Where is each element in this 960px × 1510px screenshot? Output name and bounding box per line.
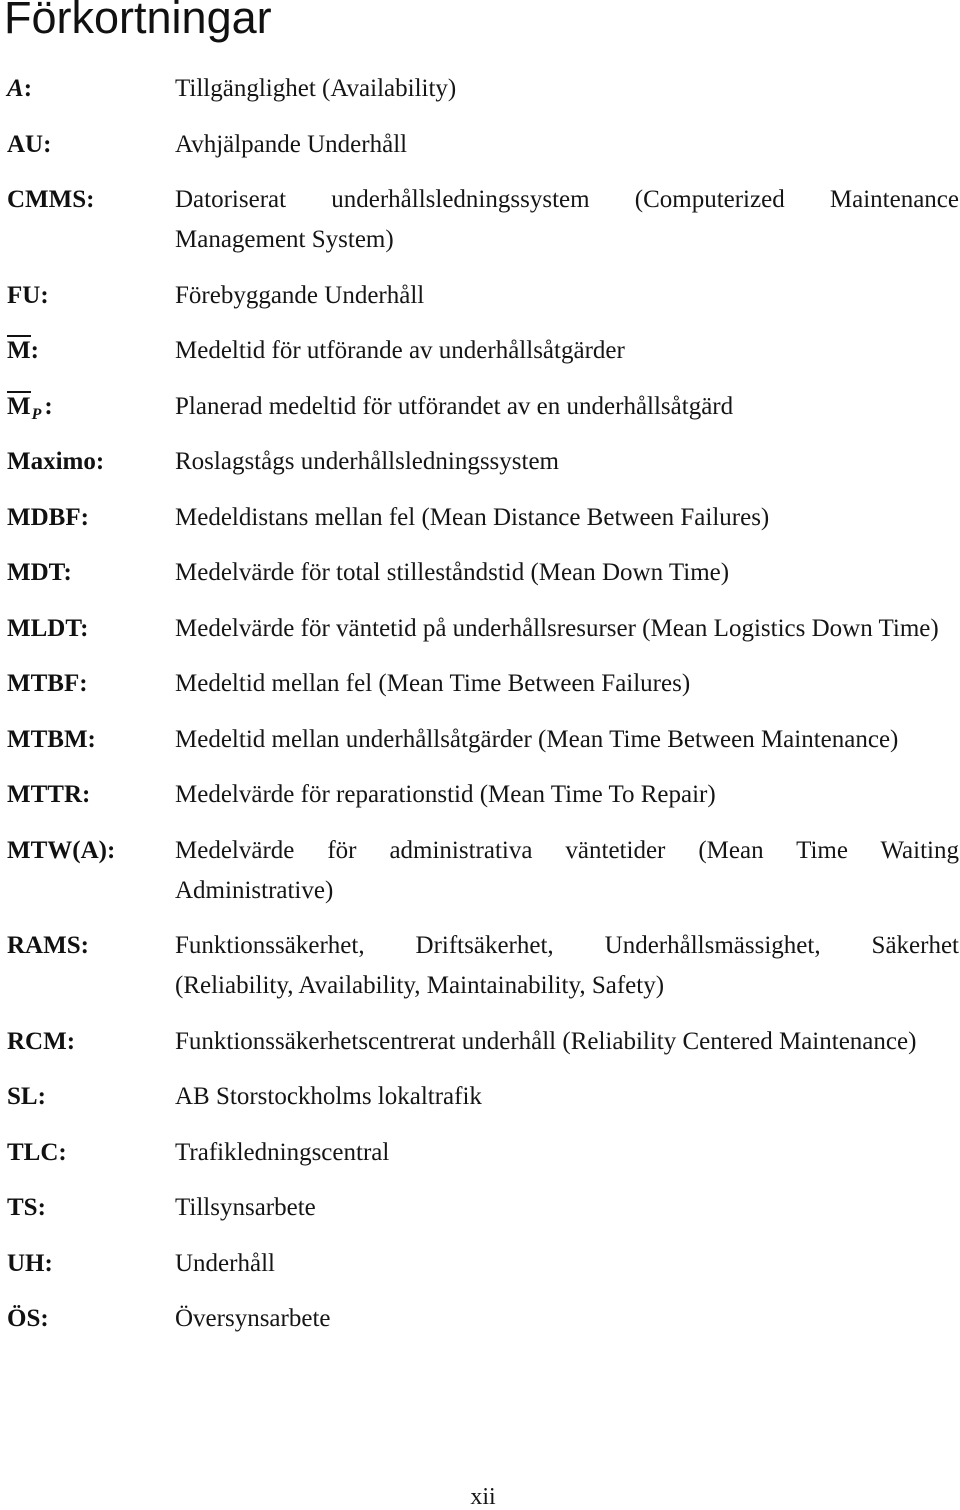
abbreviation-entry-rams xyxy=(0,926,960,1006)
abbreviation-term xyxy=(0,831,175,911)
term-colon: : xyxy=(23,75,33,102)
abbreviation-term xyxy=(0,1022,175,1062)
term-colon: : xyxy=(86,186,95,213)
term-text: TLC xyxy=(7,1138,59,1166)
abbreviation-entry-sl xyxy=(0,1077,960,1117)
definition-line: Tillsynsarbete xyxy=(175,1194,316,1221)
abbreviation-term xyxy=(0,498,175,538)
definition-line: Management System) xyxy=(175,226,394,253)
term-colon: : xyxy=(63,559,72,586)
definition-line: Datoriserat underhållsledningssystem (Computerized Maintenance xyxy=(175,186,959,213)
term-colon: : xyxy=(44,1249,53,1277)
abbreviation-term xyxy=(0,387,175,427)
term-text: Maximo xyxy=(7,448,96,475)
definition-line: Översynsarbete xyxy=(175,1305,331,1332)
term-colon: : xyxy=(87,725,96,753)
definition-line: Medelvärde för reparationstid (Mean Time To Repair) xyxy=(175,781,716,808)
abbreviation-entry-cmms xyxy=(0,180,960,260)
term-colon: : xyxy=(79,670,88,697)
abbreviation-term xyxy=(0,664,175,704)
definition-line: Avhjälpande Underhåll xyxy=(175,130,408,158)
abbreviation-entry-ts xyxy=(0,1188,960,1228)
definition-line: Medeltid för utförande av underhållsåtgärder xyxy=(175,337,625,364)
abbreviation-entry-maximo xyxy=(0,442,960,482)
abbreviation-entry-mdt xyxy=(0,553,960,593)
abbreviation-term xyxy=(0,442,175,482)
term-text: TS xyxy=(7,1194,38,1221)
definition-line: Administrative) xyxy=(175,876,334,904)
abbreviation-term xyxy=(0,276,175,316)
abbreviation-definition xyxy=(175,609,959,649)
abbreviation-definition xyxy=(175,387,959,427)
definition-line: Medeldistans mellan fel (Mean Distance Between Failures) xyxy=(175,503,770,531)
abbreviation-definition xyxy=(175,720,959,760)
term-colon: : xyxy=(106,836,116,864)
term-colon: : xyxy=(40,281,49,309)
abbreviation-term xyxy=(0,926,175,1006)
definition-line: Medeltid mellan underhållsåtgärder (Mean Time Between Maintenance) xyxy=(175,725,899,753)
abbreviation-term xyxy=(0,1133,175,1173)
term-text: UH xyxy=(7,1249,45,1277)
term-text: RAMS xyxy=(7,932,81,959)
abbreviation-term xyxy=(0,1299,175,1339)
abbreviation-term xyxy=(0,69,175,109)
abbreviation-definition xyxy=(175,69,959,109)
term-text: M xyxy=(7,392,31,420)
abbreviation-entry-tlc xyxy=(0,1133,960,1173)
definition-line: Underhåll xyxy=(175,1249,275,1277)
abbreviation-entry-m-bar-p xyxy=(0,387,960,427)
term-colon: : xyxy=(30,337,39,364)
abbreviation-term xyxy=(0,331,175,371)
term-text: MTW(A) xyxy=(7,836,107,864)
term-colon: : xyxy=(80,932,89,959)
abbreviation-term xyxy=(0,775,175,815)
term-colon: : xyxy=(37,1083,46,1110)
abbreviation-term xyxy=(0,1244,175,1284)
definition-line: Medelvärde för väntetid på underhållsresurser (Mean Logistics Down Time) xyxy=(175,614,939,642)
term-colon: : xyxy=(43,130,52,158)
abbreviation-definition xyxy=(175,1188,959,1228)
definition-line: Roslagstågs underhållsledningssystem xyxy=(175,448,559,475)
abbreviation-definition xyxy=(175,125,959,165)
abbreviation-definition xyxy=(175,553,959,593)
term-colon: : xyxy=(37,1194,46,1221)
term-colon: : xyxy=(82,781,91,808)
definition-line: Medelvärde för administrativa väntetider (Mean Time Waiting xyxy=(175,836,959,864)
definition-line: (Reliability, Availability, Maintainability, Safety) xyxy=(175,972,665,999)
abbreviation-definition xyxy=(175,1133,959,1173)
abbreviation-list xyxy=(0,69,960,1355)
abbreviation-entry-fu xyxy=(0,276,960,316)
abbreviation-definition xyxy=(175,1244,959,1284)
abbreviation-definition xyxy=(175,664,959,704)
term-text: MDT xyxy=(7,559,64,586)
abbreviation-entry-mldt xyxy=(0,609,960,649)
term-text: RCM xyxy=(7,1027,67,1055)
term-text: AU xyxy=(7,130,44,158)
abbreviation-entry-mtbf xyxy=(0,664,960,704)
abbreviation-definition xyxy=(175,775,959,815)
term-text: M xyxy=(7,337,31,364)
term-text: CMMS xyxy=(7,186,87,213)
abbreviation-entry-rcm xyxy=(0,1022,960,1062)
abbreviation-entry-mtbm xyxy=(0,720,960,760)
abbreviation-entry-a xyxy=(0,69,960,109)
page-number: xii xyxy=(470,1484,496,1510)
term-colon: : xyxy=(80,503,89,531)
term-subscript: P xyxy=(31,405,42,423)
term-text: MTTR xyxy=(7,781,82,808)
term-colon: : xyxy=(95,448,105,475)
abbreviation-entry-os xyxy=(0,1299,960,1339)
page-title: Förkortningar xyxy=(4,0,272,43)
abbreviation-definition xyxy=(175,498,959,538)
abbreviation-entry-m-bar xyxy=(0,331,960,371)
definition-line: Medeltid mellan fel (Mean Time Between Failures) xyxy=(175,670,691,697)
term-colon: : xyxy=(58,1138,67,1166)
abbreviation-term xyxy=(0,125,175,165)
abbreviation-term xyxy=(0,553,175,593)
term-colon: : xyxy=(44,392,53,420)
abbreviation-term xyxy=(0,609,175,649)
term-text: FU xyxy=(7,281,41,309)
definition-line: Tillgänglighet (Availability) xyxy=(175,75,457,102)
definition-line: Funktionssäkerhetscentrerat underhåll (Reliability Centered Maintenance) xyxy=(175,1027,917,1055)
abbreviation-definition xyxy=(175,276,959,316)
abbreviation-entry-mtw-a xyxy=(0,831,960,911)
abbreviation-term xyxy=(0,180,175,260)
term-text: ÖS xyxy=(7,1305,41,1332)
abbreviation-entry-mdbf xyxy=(0,498,960,538)
abbreviation-entry-uh xyxy=(0,1244,960,1284)
abbreviation-definition xyxy=(175,1077,959,1117)
term-colon: : xyxy=(40,1305,49,1332)
definition-line: Planerad medeltid för utförandet av en underhållsåtgärd xyxy=(175,392,734,420)
term-colon: : xyxy=(80,614,89,642)
abbreviation-term xyxy=(0,1188,175,1228)
abbreviation-term xyxy=(0,1077,175,1117)
abbreviation-entry-au xyxy=(0,125,960,165)
term-text: MDBF xyxy=(7,503,81,531)
abbreviation-term xyxy=(0,720,175,760)
definition-line: AB Storstockholms lokaltrafik xyxy=(175,1083,482,1110)
term-text: A xyxy=(7,75,24,102)
term-text: MLDT xyxy=(7,614,81,642)
definition-line: Funktionssäkerhet, Driftsäkerhet, Underhållsmässighet, Säkerhet xyxy=(175,932,959,959)
abbreviation-definition xyxy=(175,1299,959,1339)
definition-line: Trafikledningscentral xyxy=(175,1138,390,1166)
term-text: MTBM xyxy=(7,725,88,753)
definition-line: Förebyggande Underhåll xyxy=(175,281,425,309)
term-text: SL xyxy=(7,1083,38,1110)
abbreviation-definition xyxy=(175,442,959,482)
term-colon: : xyxy=(66,1027,76,1055)
abbreviation-definition xyxy=(175,1022,959,1062)
term-text: MTBF xyxy=(7,670,80,697)
definition-line: Medelvärde för total stilleståndstid (Mean Down Time) xyxy=(175,559,730,586)
abbreviation-definition xyxy=(175,926,959,1006)
abbreviation-definition xyxy=(175,331,959,371)
abbreviation-entry-mttr xyxy=(0,775,960,815)
abbreviation-definition xyxy=(175,831,959,911)
abbreviation-definition xyxy=(175,180,959,260)
